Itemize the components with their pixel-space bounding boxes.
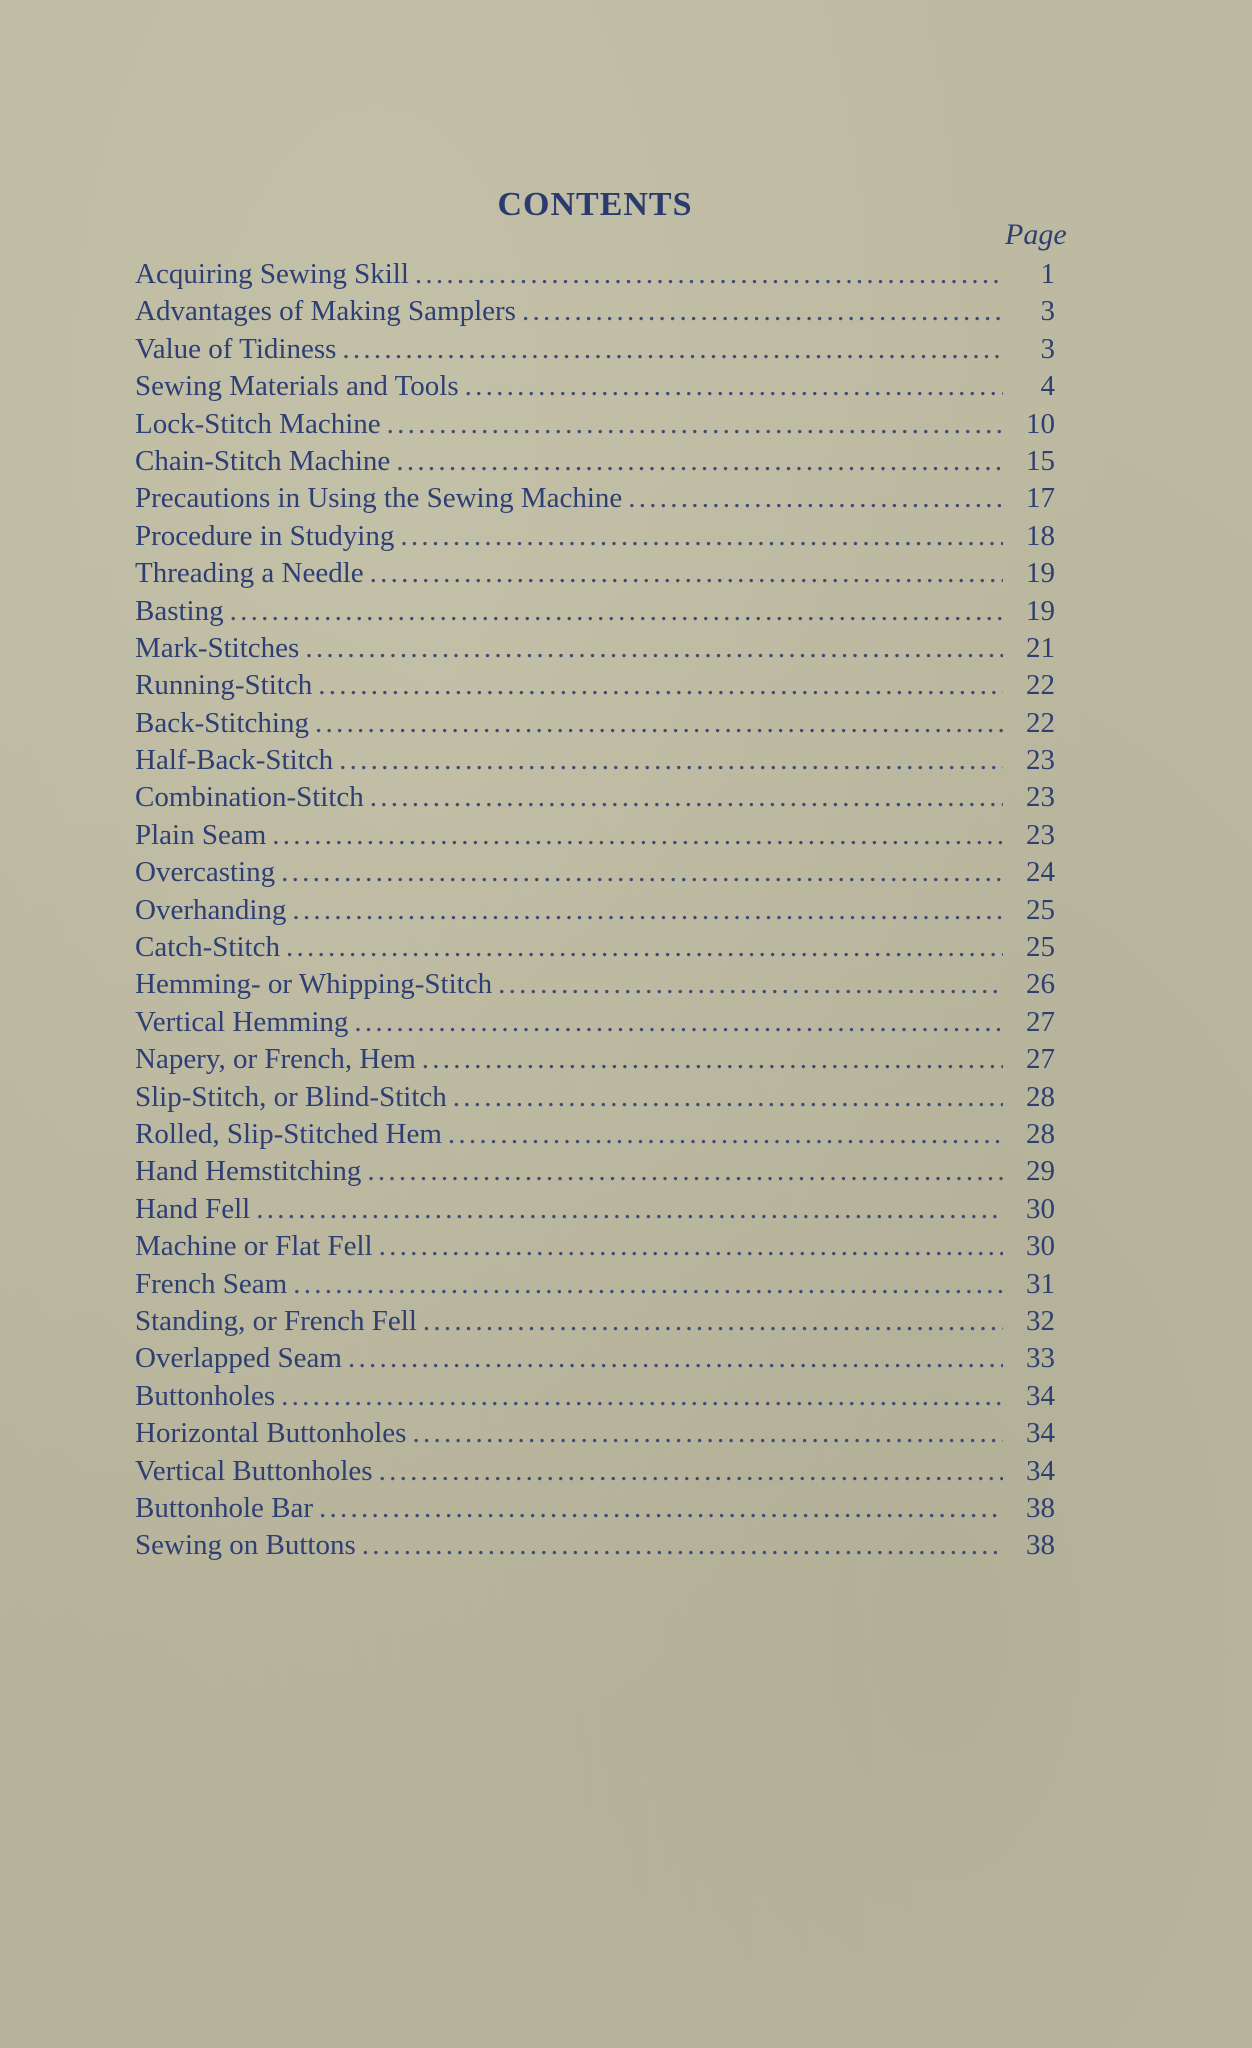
toc-entry bbox=[135, 1453, 1055, 1490]
toc-entry-title: French Seam bbox=[135, 1267, 288, 1300]
toc-entry-page-number: 23 bbox=[1026, 818, 1055, 851]
toc-entry-title: Procedure in Studying bbox=[135, 519, 395, 552]
toc-entry-page-number: 26 bbox=[1026, 968, 1055, 1001]
dot-leader bbox=[387, 406, 1003, 443]
toc-entry-title: Basting bbox=[135, 594, 224, 627]
toc-entry-page-number: 34 bbox=[1026, 1379, 1055, 1412]
toc-entry-page-number: 31 bbox=[1026, 1267, 1055, 1300]
toc-entry-page-number: 3 bbox=[1040, 295, 1055, 328]
toc-entry-page-number: 15 bbox=[1026, 444, 1055, 477]
toc-entry bbox=[135, 1490, 1055, 1527]
toc-entry-page-number: 28 bbox=[1026, 1080, 1055, 1113]
dot-leader bbox=[319, 1490, 1003, 1527]
dot-leader bbox=[422, 1041, 1003, 1078]
toc-entry-page-number: 4 bbox=[1040, 370, 1055, 403]
toc-entry bbox=[135, 368, 1055, 405]
toc-entry-title: Overcasting bbox=[135, 856, 276, 889]
dot-leader bbox=[281, 854, 1003, 891]
table-of-contents bbox=[135, 256, 1055, 1565]
toc-entry-page-number: 28 bbox=[1026, 1117, 1055, 1150]
dot-leader bbox=[272, 817, 1003, 854]
toc-entry-title: Buttonholes bbox=[135, 1379, 276, 1412]
dot-leader bbox=[318, 667, 1003, 704]
dot-leader bbox=[342, 331, 1003, 368]
dot-leader bbox=[367, 1153, 1003, 1190]
dot-leader bbox=[348, 1340, 1003, 1377]
toc-entry-title: Combination-Stitch bbox=[135, 781, 364, 814]
toc-entry bbox=[135, 1191, 1055, 1228]
toc-entry bbox=[135, 742, 1055, 779]
dot-leader bbox=[415, 256, 1003, 293]
toc-entry-title: Machine or Flat Fell bbox=[135, 1230, 373, 1263]
dot-leader bbox=[453, 1079, 1003, 1116]
toc-entry-page-number: 17 bbox=[1026, 482, 1055, 515]
dot-leader bbox=[362, 1527, 1003, 1564]
toc-entry bbox=[135, 1116, 1055, 1153]
dot-leader bbox=[370, 555, 1003, 592]
page-column-label: Page bbox=[1005, 218, 1067, 251]
dot-leader bbox=[354, 1004, 1003, 1041]
dot-leader bbox=[498, 966, 1003, 1003]
dot-leader bbox=[370, 779, 1003, 816]
toc-entry-title: Overlapped Seam bbox=[135, 1342, 342, 1375]
toc-entry-title: Precautions in Using the Sewing Machine bbox=[135, 482, 623, 515]
toc-entry-page-number: 38 bbox=[1026, 1491, 1055, 1524]
toc-entry bbox=[135, 1527, 1055, 1564]
toc-entry-title: Hand Fell bbox=[135, 1192, 251, 1225]
toc-entry-page-number: 19 bbox=[1026, 557, 1055, 590]
toc-entry bbox=[135, 480, 1055, 517]
toc-entry-title: Hemming- or Whipping-Stitch bbox=[135, 968, 493, 1001]
toc-entry-title: Napery, or French, Hem bbox=[135, 1043, 416, 1076]
toc-entry-page-number: 1 bbox=[1040, 258, 1055, 290]
toc-entry bbox=[135, 817, 1055, 854]
toc-entry bbox=[135, 630, 1055, 667]
toc-entry-page-number: 29 bbox=[1026, 1155, 1055, 1188]
toc-entry-title: Horizontal Buttonholes bbox=[135, 1417, 407, 1450]
toc-entry bbox=[135, 1266, 1055, 1303]
toc-entry-page-number: 19 bbox=[1026, 594, 1055, 627]
toc-entry-page-number: 23 bbox=[1026, 744, 1055, 777]
toc-entry bbox=[135, 443, 1055, 480]
toc-entry-title: Value of Tidiness bbox=[135, 332, 337, 365]
toc-entry-title: Vertical Buttonholes bbox=[135, 1454, 373, 1487]
toc-entry-page-number: 27 bbox=[1026, 1043, 1055, 1076]
toc-entry-title: Standing, or French Fell bbox=[135, 1304, 417, 1337]
toc-entry bbox=[135, 331, 1055, 368]
toc-entry-title: Running-Stitch bbox=[135, 669, 313, 702]
dot-leader bbox=[292, 892, 1003, 929]
dot-leader bbox=[256, 1191, 1003, 1228]
toc-entry bbox=[135, 854, 1055, 891]
toc-entry bbox=[135, 1228, 1055, 1265]
toc-entry-page-number: 33 bbox=[1026, 1342, 1055, 1375]
dot-leader bbox=[396, 443, 1003, 480]
toc-entry-page-number: 22 bbox=[1026, 706, 1055, 739]
toc-entry-page-number: 18 bbox=[1026, 519, 1055, 552]
toc-entry bbox=[135, 1340, 1055, 1377]
toc-entry bbox=[135, 705, 1055, 742]
dot-leader bbox=[315, 705, 1003, 742]
toc-entry-title: Mark-Stitches bbox=[135, 631, 300, 664]
toc-entry-title: Catch-Stitch bbox=[135, 931, 280, 964]
dot-leader bbox=[448, 1116, 1003, 1153]
toc-entry bbox=[135, 256, 1055, 293]
toc-entry-page-number: 30 bbox=[1026, 1230, 1055, 1263]
toc-entry-page-number: 34 bbox=[1026, 1417, 1055, 1450]
toc-entry bbox=[135, 1378, 1055, 1415]
toc-entry-title: Sewing Materials and Tools bbox=[135, 370, 459, 403]
toc-entry-page-number: 27 bbox=[1026, 1005, 1055, 1038]
toc-entry-title: Sewing on Buttons bbox=[135, 1529, 356, 1562]
dot-leader bbox=[293, 1266, 1003, 1303]
dot-leader bbox=[305, 630, 1003, 667]
toc-entry-title: Lock-Stitch Machine bbox=[135, 407, 381, 440]
toc-entry-page-number: 3 bbox=[1040, 332, 1055, 365]
dot-leader bbox=[412, 1415, 1003, 1452]
toc-entry-page-number: 22 bbox=[1026, 669, 1055, 702]
toc-entry bbox=[135, 518, 1055, 555]
toc-entry bbox=[135, 1004, 1055, 1041]
toc-entry-title: Acquiring Sewing Skill bbox=[135, 258, 409, 290]
dot-leader bbox=[400, 518, 1003, 555]
toc-entry bbox=[135, 1415, 1055, 1452]
toc-entry bbox=[135, 406, 1055, 443]
toc-entry-page-number: 25 bbox=[1026, 893, 1055, 926]
dot-leader bbox=[379, 1228, 1003, 1265]
dot-leader bbox=[423, 1303, 1003, 1340]
toc-entry bbox=[135, 555, 1055, 592]
toc-entry bbox=[135, 293, 1055, 330]
toc-entry-page-number: 30 bbox=[1026, 1192, 1055, 1225]
toc-entry-title: Advantages of Making Samplers bbox=[135, 295, 516, 328]
toc-entry-title: Half-Back-Stitch bbox=[135, 744, 334, 777]
toc-entry-title: Back-Stitching bbox=[135, 706, 309, 739]
toc-entry-page-number: 32 bbox=[1026, 1304, 1055, 1337]
dot-leader bbox=[281, 1378, 1003, 1415]
toc-entry-title: Threading a Needle bbox=[135, 557, 364, 590]
toc-entry bbox=[135, 779, 1055, 816]
toc-entry-title: Overhanding bbox=[135, 893, 287, 926]
toc-entry bbox=[135, 892, 1055, 929]
toc-entry-title: Slip-Stitch, or Blind-Stitch bbox=[135, 1080, 447, 1113]
dot-leader bbox=[522, 293, 1003, 330]
dot-leader bbox=[286, 929, 1003, 966]
toc-entry-page-number: 34 bbox=[1026, 1454, 1055, 1487]
toc-entry-title: Hand Hemstitching bbox=[135, 1155, 362, 1188]
toc-entry bbox=[135, 929, 1055, 966]
toc-entry bbox=[135, 593, 1055, 630]
toc-entry-page-number: 38 bbox=[1026, 1529, 1055, 1562]
toc-entry-page-number: 21 bbox=[1026, 631, 1055, 664]
dot-leader bbox=[628, 480, 1003, 517]
dot-leader bbox=[230, 593, 1003, 630]
toc-entry-page-number: 24 bbox=[1026, 856, 1055, 889]
toc-entry-title: Chain-Stitch Machine bbox=[135, 444, 391, 477]
dot-leader bbox=[339, 742, 1003, 779]
toc-entry bbox=[135, 1303, 1055, 1340]
dot-leader bbox=[379, 1453, 1003, 1490]
toc-entry bbox=[135, 667, 1055, 704]
toc-entry-title: Vertical Hemming bbox=[135, 1005, 349, 1038]
toc-entry-page-number: 10 bbox=[1026, 407, 1055, 440]
page-title: CONTENTS bbox=[497, 186, 693, 223]
toc-entry-page-number: 23 bbox=[1026, 781, 1055, 814]
toc-entry bbox=[135, 1079, 1055, 1116]
toc-entry-title: Plain Seam bbox=[135, 818, 267, 851]
toc-entry-title: Rolled, Slip-Stitched Hem bbox=[135, 1117, 442, 1150]
toc-entry bbox=[135, 1041, 1055, 1078]
toc-entry bbox=[135, 966, 1055, 1003]
dot-leader bbox=[465, 368, 1003, 405]
toc-entry-page-number: 25 bbox=[1026, 931, 1055, 964]
toc-entry-title: Buttonhole Bar bbox=[135, 1491, 314, 1524]
toc-entry bbox=[135, 1153, 1055, 1190]
